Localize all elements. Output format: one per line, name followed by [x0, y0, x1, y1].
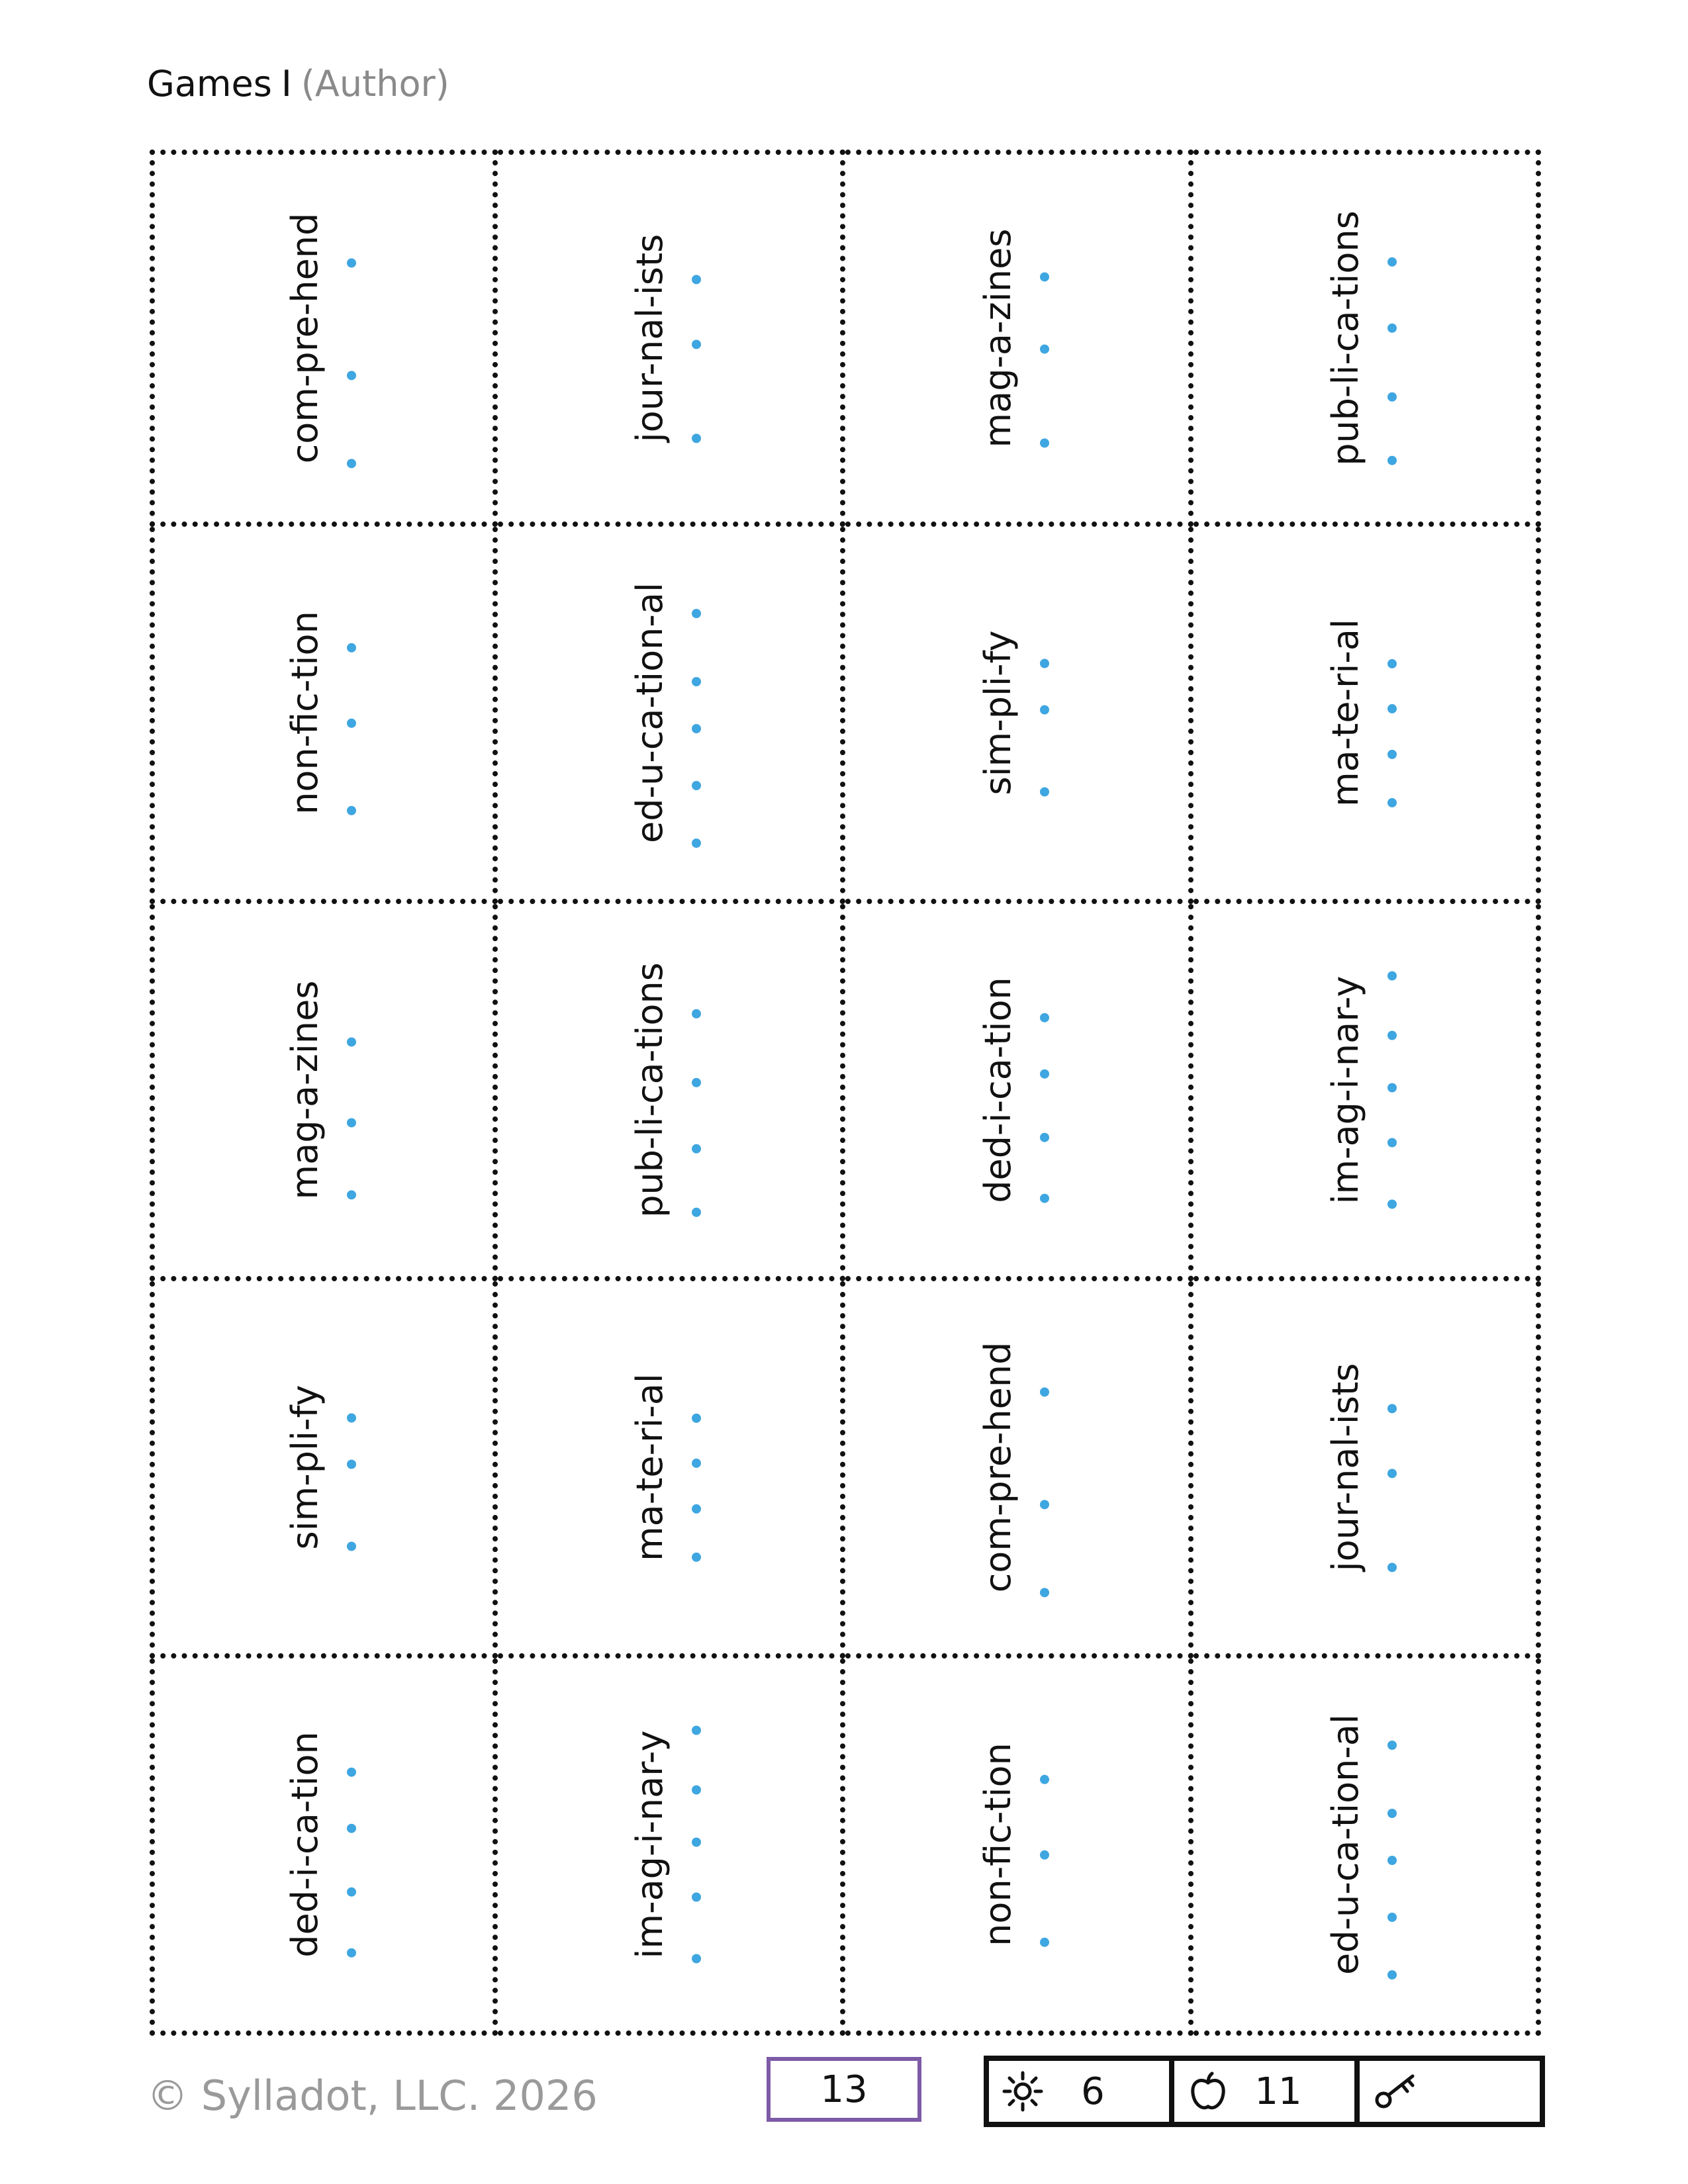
syllable-dot [692, 1144, 701, 1154]
syllable-dot [347, 1948, 356, 1958]
word-card [845, 527, 1194, 904]
word-card [498, 1659, 846, 2036]
syllable-dot [692, 1504, 701, 1513]
syllable-word: mag-a-zines [283, 980, 326, 1200]
word-card [498, 904, 846, 1281]
syllable-dots [1040, 1743, 1053, 1946]
syllable-dot [347, 1118, 356, 1128]
stat-sun-value: 6 [1081, 2070, 1105, 2113]
syllable-dot [1387, 1138, 1397, 1147]
syllable-word: sim-pli-fy [976, 630, 1019, 796]
syllable-dot [692, 1785, 701, 1794]
syllable-dot [347, 1768, 356, 1777]
word-card [845, 904, 1194, 1281]
word-card [498, 527, 846, 904]
syllable-word: sim-pli-fy [283, 1385, 326, 1550]
syllable-word: im-ag-i-nar-y [629, 1730, 671, 1959]
syllable-dot [347, 371, 356, 381]
apple-icon [1188, 2071, 1229, 2112]
syllable-word: ma-te-ri-al [1325, 619, 1367, 807]
syllable-dot [1040, 788, 1049, 797]
syllable-dot [692, 275, 701, 285]
syllable-dot [692, 1077, 701, 1087]
syllable-dot [1387, 659, 1397, 668]
syllable-dots [1040, 229, 1053, 448]
syllable-word: com-pre-hend [976, 1342, 1019, 1593]
syllable-dot [692, 724, 701, 733]
syllable-dots [692, 1373, 705, 1561]
syllable-word: pub-li-ca-tions [629, 962, 671, 1218]
syllable-dot [1387, 972, 1397, 981]
syllable-dot [1387, 1741, 1397, 1750]
syllable-dot [692, 1553, 701, 1562]
syllable-dot [1387, 456, 1397, 465]
word-card [498, 150, 846, 527]
syllable-dots [692, 1731, 705, 1959]
word-card [1194, 1659, 1542, 2036]
syllable-word: jour-nal-ists [629, 234, 671, 443]
syllable-dot [1040, 439, 1049, 448]
syllable-word: im-ag-i-nar-y [1325, 976, 1367, 1205]
card-grid [150, 150, 1541, 2036]
syllable-dot [692, 839, 701, 848]
syllable-dot [692, 340, 701, 349]
syllable-dots [692, 962, 705, 1218]
syllable-word: ded-i-ca-tion [976, 977, 1019, 1203]
syllable-dots [347, 611, 360, 815]
syllable-dots [1040, 630, 1053, 795]
syllable-dots [1387, 210, 1401, 466]
syllable-dot [347, 1542, 356, 1551]
word-card [150, 1659, 498, 2036]
syllable-word: pub-li-ca-tions [1325, 210, 1367, 466]
syllable-dot [1387, 1970, 1397, 1979]
syllable-dot [1387, 392, 1397, 402]
syllable-dots [1040, 1342, 1053, 1593]
word-card [150, 150, 498, 527]
syllable-dot [1387, 704, 1397, 713]
syllable-word: ed-u-ca-tion-al [1325, 1714, 1367, 1975]
syllable-dot [347, 459, 356, 468]
syllable-dot [692, 1208, 701, 1217]
word-card [845, 1281, 1194, 1659]
syllable-dot [1040, 1500, 1049, 1510]
syllable-dot [1387, 798, 1397, 807]
stat-key [1360, 2061, 1540, 2122]
syllable-dot [347, 718, 356, 727]
word-card [845, 1659, 1194, 2036]
syllable-dot [347, 1037, 356, 1046]
syllable-dot [692, 781, 701, 790]
syllable-dot [347, 643, 356, 653]
syllable-word: non-fic-tion [283, 611, 326, 815]
stat-apple-value: 11 [1254, 2070, 1302, 2113]
syllable-dot [1040, 705, 1049, 714]
syllable-dots [692, 234, 705, 443]
word-card [1194, 1281, 1542, 1659]
syllable-dot [692, 1892, 701, 1901]
syllable-dot [1040, 659, 1049, 668]
syllable-dot [347, 1191, 356, 1200]
word-card [845, 150, 1194, 527]
page-number: 13 [820, 2068, 868, 2111]
syllable-dot [692, 1414, 701, 1423]
syllable-dots [347, 1731, 360, 1957]
page-header [147, 63, 449, 105]
syllable-dot [1387, 1856, 1397, 1865]
syllable-dots [347, 981, 360, 1200]
syllable-dot [1387, 1563, 1397, 1572]
syllable-dots [1040, 977, 1053, 1203]
syllable-dot [347, 806, 356, 815]
author-placeholder: (Author) [301, 63, 449, 105]
syllable-dot [1387, 1469, 1397, 1478]
stat-sun [989, 2061, 1174, 2122]
syllable-word: ed-u-ca-tion-al [629, 582, 671, 843]
syllable-dot [1040, 1194, 1049, 1203]
syllable-dot [1387, 1083, 1397, 1093]
sun-icon [1002, 2071, 1043, 2112]
syllable-dots [1387, 976, 1401, 1205]
syllable-dots [1387, 1363, 1401, 1572]
stats-bar [984, 2056, 1545, 2127]
syllable-dot [692, 609, 701, 618]
syllable-word: mag-a-zines [976, 228, 1019, 448]
word-card [1194, 150, 1542, 527]
syllable-dots [1387, 619, 1401, 807]
copyright-text: © Sylladot, LLC. 2026 [147, 2071, 598, 2120]
word-card [150, 904, 498, 1281]
syllable-word: com-pre-hend [283, 212, 326, 464]
syllable-dots [1387, 1714, 1401, 1975]
syllable-dot [1040, 272, 1049, 281]
key-icon [1373, 2071, 1421, 2112]
syllable-dot [692, 1838, 701, 1847]
syllable-dot [1040, 1775, 1049, 1784]
syllable-dots [347, 1385, 360, 1549]
stat-apple [1174, 2061, 1360, 2122]
syllable-dot [1387, 749, 1397, 758]
syllable-dot [1040, 345, 1049, 354]
word-card [1194, 527, 1542, 904]
syllable-dots [692, 582, 705, 843]
syllable-dot [1387, 1030, 1397, 1040]
syllable-dots [347, 213, 360, 464]
syllable-dot [347, 1824, 356, 1833]
syllable-dot [1387, 324, 1397, 333]
title-separator: I [281, 63, 292, 105]
syllable-dot [692, 677, 701, 686]
word-card [1194, 904, 1542, 1281]
page-number-box [767, 2057, 921, 2122]
syllable-dot [1040, 1013, 1049, 1023]
syllable-dot [1040, 1387, 1049, 1396]
syllable-word: ma-te-ri-al [629, 1373, 671, 1561]
syllable-dot [692, 1954, 701, 1964]
word-card [498, 1281, 846, 1659]
syllable-dot [1387, 1913, 1397, 1922]
syllable-dot [347, 1888, 356, 1897]
word-card [150, 527, 498, 904]
syllable-dot [1040, 1938, 1049, 1947]
syllable-dot [692, 433, 701, 443]
page-title: Games [147, 63, 272, 105]
syllable-word: non-fic-tion [976, 1743, 1019, 1946]
syllable-dot [692, 1459, 701, 1468]
syllable-word: jour-nal-ists [1325, 1363, 1367, 1572]
syllable-dot [692, 1009, 701, 1018]
syllable-dot [1040, 1850, 1049, 1859]
syllable-word: ded-i-ca-tion [283, 1731, 326, 1958]
syllable-dot [1387, 257, 1397, 266]
syllable-dot [1387, 1404, 1397, 1414]
syllable-dot [347, 1413, 356, 1422]
syllable-dot [692, 1726, 701, 1735]
syllable-dot [1040, 1069, 1049, 1079]
syllable-dot [1040, 1588, 1049, 1597]
syllable-dot [1387, 1200, 1397, 1209]
syllable-dot [347, 1459, 356, 1469]
syllable-dot [347, 258, 356, 267]
syllable-dot [1040, 1133, 1049, 1142]
word-card [150, 1281, 498, 1659]
syllable-dot [1387, 1809, 1397, 1818]
